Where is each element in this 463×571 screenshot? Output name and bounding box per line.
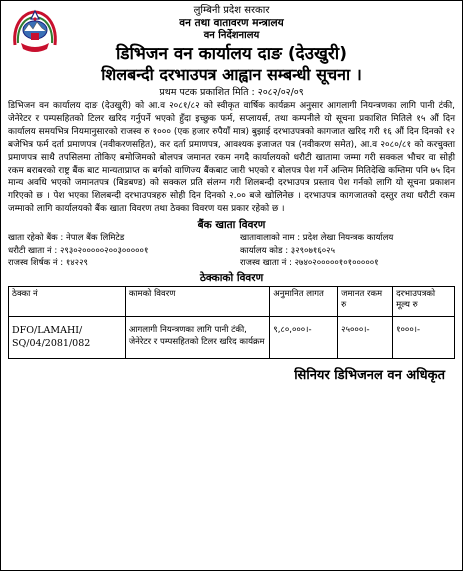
tender-section-title: ठेक्काको विवरण — [199, 272, 264, 285]
signatory-title: सिनियर डिभिजनल वन अधिकृत — [294, 368, 445, 384]
office-code: कार्यालय कोड : ३२९०७१६०२५ — [240, 245, 336, 256]
col-header-fee: दरभाउपत्रको मूल्य रु — [393, 287, 455, 317]
tender-ref: DFO/LAMAHI/ SQ/04/2081/082 — [9, 317, 126, 359]
tender-cost: ९,८०,०००।- — [270, 317, 338, 359]
tender-desc: आगलागी नियन्त्रणका लागि पानी टंकी, जेनेरेटर र पम्पसहितको टिलर खरिद कार्यक्रम — [125, 317, 269, 359]
office-name: डिभिजन वन कार्यालय दाङ (देउखुरी) — [116, 43, 347, 64]
deposit-account: धरौटी खाता नं : २९३०२०००००२००३०००००१ — [8, 245, 149, 256]
col-header-desc: कामको विवरण — [125, 287, 269, 317]
nepal-government-emblem-icon — [9, 5, 61, 55]
letterhead — [8, 5, 455, 98]
notice-body: डिभिजन वन कार्यालय दाङ (देउखुरी) को आ.व २०८१/८२ को स्वीकृत वार्षिक कार्यक्रम अनुसार आगलागी नियन्त्रणका लागि पानी टंकी, जेनेरेटर र पम्पसहितको टिलर खरिद गर्नुपर्ने भएको हुँदा इच्छुक फर्म, सप्लायर्स, तथा कम्पनीले यो सूचना प्रकाशित मितिले १५ औं दिन कार्यालय समयभित्र नियमानुसारको राजस्व रु १००० (एक हजार रुपैयाँ मात्र) बुझाई दरभाउपत्रको कागजात खरिद गरी १६ औं दिन दिनको १२ बजेभित्र फर्म दर्ता प्रमाणपत्र (नवीकरणसहित), कर दर्ता प्रमाणपत्र, आवश्यक इजाजत पत्र (नवीकरण समेत), आ.व २०८०/८१ को करचुक्ता प्रमाणपत्र साथै तपसिलमा तोकिए बमोजिमको बोलपत्र जमानत रकम नगदै कार्यालयको धरौटी खातामा जम्मा गरी सक्कल भौचर वा सोही रकम बराबरको राष्ट्र बैंक बाट मान्यताप्राप्त क बर्गको वाणिज्य बैंकबाट जारी भएको र बोलपत्र पेश गर्ने अन्तिम मितिदेखि कम्तिमा पनि ७५ दिन मान्य अवधि भएको जमानतपत्र (बिडबण्ड) को सक्कल प्रति संलग्न गरी शिलबन्दी दरभाउपत्र प्रस्ताव पेश गर्नको लागि यो सूचना प्रकाशन गरिएको छ । पेश भएका शिलबन्दी दरभाउपत्रहरु सोही दिन दिनको २.०० बजे खोलिनेछ । दरभाउपत्र कागजातको दस्तुर तथा धरौटी रकम जम्माको लागि कार्यालयको बैंक खाता विवरण तथा ठेक्का विवरण यस प्रकार रहेको छ । — [8, 101, 455, 215]
col-header-security: जमानत रकम रु — [338, 287, 393, 317]
revenue-account: राजस्व खाता नं : २७४०२०००००१०१०००००१ — [240, 257, 379, 268]
directorate-name: वन निर्देशनालय — [203, 29, 260, 41]
ministry-name: वन तथा वातावरण मन्त्रालय — [179, 17, 284, 29]
tender-security: २५०००।- — [338, 317, 393, 359]
notice-title: शिलबन्दी दरभाउपत्र आह्वान सम्बन्धी सूचना । — [101, 64, 362, 84]
col-header-cost: अनुमानित लागत — [270, 287, 338, 317]
account-holder: खातावालाको नाम : प्रदेश लेखा नियन्त्रक कार्यालय — [240, 233, 394, 244]
tender-header-row — [9, 287, 455, 317]
bank-name: खाता रहेको बैंक : नेपाल बैंक लिमिटेड — [8, 233, 125, 244]
bank-section-title: बैंक खाता विवरण — [197, 219, 266, 232]
tender-fee: १०००।- — [393, 317, 455, 359]
province-government: लुम्बिनी प्रदेश सरकार — [193, 5, 270, 16]
table-row — [9, 317, 455, 359]
tender-table — [8, 286, 455, 359]
publication-date: प्रथम पटक प्रकाशित मिति : २०८२/०२/०९ — [159, 86, 304, 98]
bank-details — [8, 232, 455, 269]
col-header-ref: ठेक्का नं — [9, 287, 126, 317]
revenue-heading: राजस्व शिर्षक नं : १४२२९ — [8, 257, 88, 268]
